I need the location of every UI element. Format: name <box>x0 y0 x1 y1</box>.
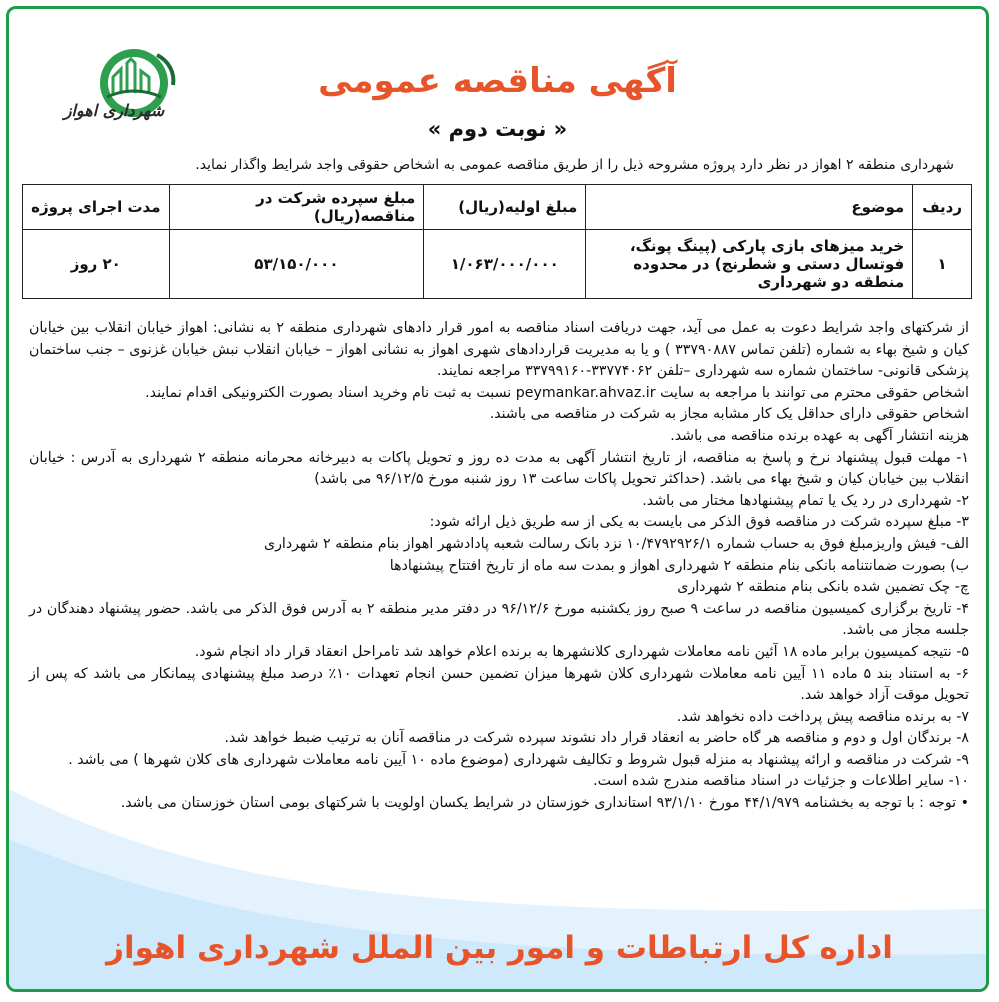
table-row <box>23 230 972 299</box>
header-duration: مدت اجرای پروژه <box>23 185 170 230</box>
paragraph-item-7: ۷- به برنده مناقصه پیش پرداخت داده نخواهد شد. <box>676 708 969 725</box>
header-initial-amount: مبلغ اولیه(ریال) <box>424 185 586 230</box>
row-deposit-amount: ۵۳/۱۵۰/۰۰۰ <box>169 230 424 299</box>
paragraph-item-9: ۹- شرکت در مناقصه و ارائه پیشنهاد به منزله قبول شروط و تکالیف شهرداری (موضوع ماده ۱۰ آیین نامه معاملات شهرداری های کلان شهرها ) می باشد . <box>68 751 969 768</box>
notice-round: « نوبت دوم » <box>427 117 568 141</box>
header-subject: موضوع <box>586 185 913 230</box>
paragraph-item-2: ۲- شهرداری در رد یک یا تمام پیشنهادها مختار می باشد. <box>642 492 969 509</box>
row-subject: خرید میزهای بازی پارکی (پینگ پونگ، فوتسال دستی و شطرنج) در محدوده منطقه دو شهرداری <box>586 230 913 299</box>
paragraph-item-10: ۱۰- سایر اطلاعات و جزئیات در اسناد مناقصه مندرج شده است. <box>593 773 969 790</box>
notice-body <box>29 318 969 815</box>
header-deposit-amount: مبلغ سپرده شرکت در مناقصه(ریال) <box>169 185 424 230</box>
paragraph-eligibility: اشخاص حقوقی دارای حداقل یک کار مشابه مجاز به شرکت در مناقصه می باشند. <box>489 406 969 423</box>
paragraph-note: • توجه : با توجه به بخشنامه ۴۴/۱/۹۷۹ مورخ ۹۳/۱/۱۰ استانداری خوزستان در شرایط یکسان اولویت با شرکتهای بومی استان خوزستان می باشد. <box>120 795 969 812</box>
paragraph-item-6: ۶- به استناد بند ۵ ماده ۱۱ آیین نامه معاملات شهرداری کلان شهرها میزان تضمین حسن انجام تعهدات ۱۰٪ درصد مبلغ پیشنهادی پیمانکار می باشد که پس از تحویل موقت آزاد خواهد شد. <box>29 665 969 704</box>
paragraph-item-4: ۴- تاریخ برگزاری کمیسیون مناقصه در ساعت ۹ صبح روز یکشنبه مورخ ۹۶/۱۲/۶ در دفتر مدیر منطقه ۲ به آدرس فوق الذکر می باشد. حضور پیشنهاد دهندگان در جلسه مجاز می باشد. <box>29 600 969 639</box>
tender-table <box>22 184 972 299</box>
footer-department: اداره کل ارتباطات و امور بین الملل شهرداری اهواز <box>106 930 893 966</box>
paragraph-website: اشخاص حقوقی محترم می توانند با مراجعه به سایت peymankar.ahvaz.ir نسبت به ثبت نام وخرید اسناد بصورت الکترونیکی اقدام نمایند. <box>145 384 969 401</box>
logo-caption: شهرداری اهواز <box>63 101 165 120</box>
paragraph-item-8: ۸- برندگان اول و دوم و مناقصه هر گاه حاضر به انعقاد قرار داد نشوند سپرده شرکت در مناقصه آنان به ترتیب ضبط خواهد شد. <box>224 730 969 747</box>
paragraph-item-3: ۳- مبلغ سپرده شرکت در مناقصه فوق الذکر می بایست به یکی از سه طریق ذیل ارائه شود: <box>429 514 969 531</box>
notice-title: آگهی مناقصه عمومی <box>318 61 677 101</box>
row-duration: ۲۰ روز <box>23 230 170 299</box>
row-initial-amount: ۱/۰۶۳/۰۰۰/۰۰۰ <box>424 230 586 299</box>
paragraph-item-1: ۱- مهلت قبول پیشنهاد نرخ و پاسخ به مناقصه، از تاریخ انتشار آگهی به مدت ده روز و تحویل پاکات به دبیرخانه محرمانه منطقه ۲ شهرداری به آدرس : خیابان انقلاب بین خیابان کیان و شیخ بهاء می باشد. (حداکثر تحویل پاکات ساعت ۱۳ روز شنبه مورخ ۹۶/۱۲/۵ می باشد) <box>29 449 970 488</box>
paragraph-item-5: ۵- نتیجه کمیسیون برابر ماده ۱۸ آئین نامه معاملات شهرداری کلانشهرها به برنده اعلام خواهد شد تامراحل انعقاد قرار داد انجام شود. <box>194 643 969 660</box>
paragraph-item-3b: ب) بصورت ضمانتنامه بانکی بنام منطقه ۲ شهرداری اهواز و بمدت سه ماه از تاریخ افتتاح پیشنهادها <box>389 557 969 574</box>
paragraph-documents: از شرکتهای واجد شرایط دعوت به عمل می آید، جهت دریافت اسناد مناقصه به امور قرار دادهای شهرداری منطقه ۲ به نشانی: اهواز خیابان انقلاب بین خیابان کیان و شیخ بهاء به شماره (تلفن تماس ۳۳۷۹۰۸۸۷ ) و یا به مدیریت قراردادهای شهری اهواز به نشانی اهواز – خیابان انقلاب نبش خیابان غزنوی – جنب ساختمان پزشکی قانونی- ساختمان شماره سه شهرداری –تلفن ۳۳۷۷۴۰۶۲-۳۳۷۹۹۱۶۰ مراجعه نمایند. <box>29 320 969 380</box>
paragraph-ad-cost: هزینه انتشار آگهی به عهده برنده مناقصه می باشد. <box>670 427 969 444</box>
row-index: ۱ <box>913 230 972 299</box>
notice-intro: شهرداری منطقه ۲ اهواز در نظر دارد پروژه مشروحه ذیل را از طریق مناقصه عمومی به اشخاص حقوقی واجد شرایط واگذار نماید. <box>195 157 954 173</box>
paragraph-item-3c: چ- چک تضمین شده بانکی بنام منطقه ۲ شهرداری <box>677 579 969 596</box>
paragraph-item-3a: الف- فیش واریزمبلغ فوق به حساب شماره ۱۰/۴۷۹۲۹۲۶/۱ نزد بانک رسالت شعبه پادادشهر اهواز بنام منطقه ۲ شهرداری <box>263 535 969 552</box>
header-index: ردیف <box>913 185 972 230</box>
table-header-row <box>23 185 972 230</box>
